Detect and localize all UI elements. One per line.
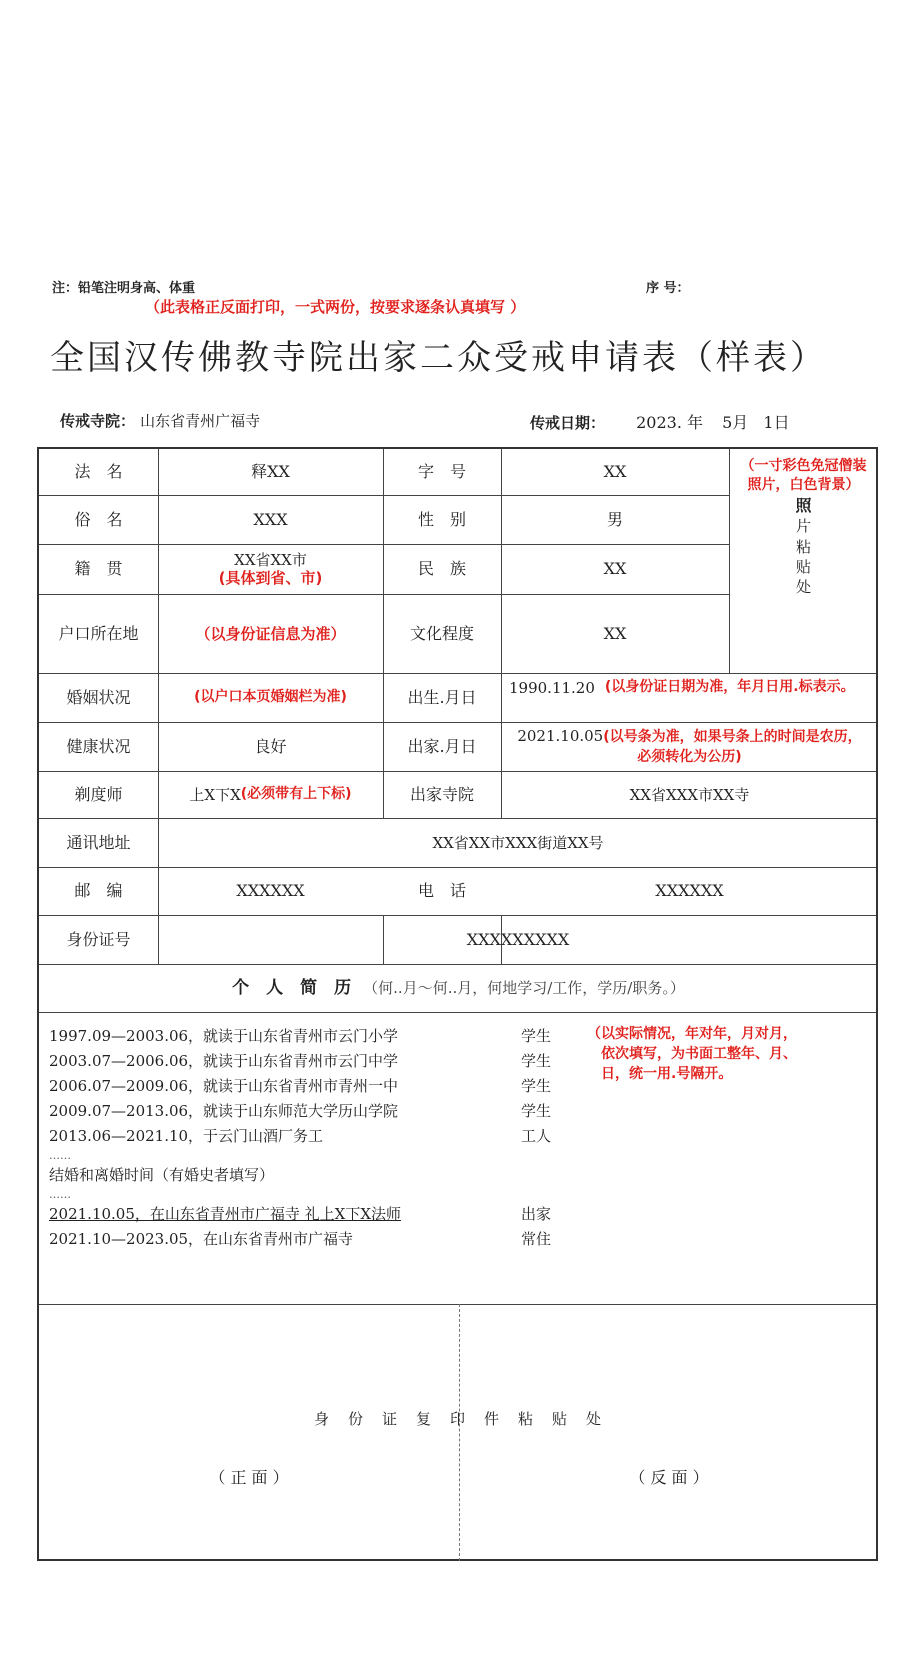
resume-heading xyxy=(39,964,878,1012)
resume-entry: 2009.07—2013.06，就读于山东师范大学历山学院 学生 xyxy=(49,1102,552,1120)
ordain-temple-label: 出家寺院 xyxy=(409,784,474,804)
id-value: XXXXXXXXX xyxy=(466,929,570,949)
photo-box xyxy=(729,449,878,673)
gender-value: 男 xyxy=(606,509,623,529)
resume-entry: 1997.09—2003.06，就读于山东省青州市云门小学 学生 xyxy=(49,1027,552,1045)
date-year: 2023. xyxy=(636,413,682,432)
id-copy-label: 身 份 证 复 印 件 粘 贴 处 xyxy=(313,1410,603,1428)
master-note: (必须带有上下标) xyxy=(240,786,352,803)
courtesy-label: 字 号 xyxy=(417,462,466,482)
address-value: XX省XX市XXX街道XX号 xyxy=(432,833,604,852)
birth-note: (以身份证日期为准，年月日用.标表示。 xyxy=(604,679,855,695)
temple-value: 山东省青州广福寺 xyxy=(140,412,261,430)
id-front-label: （ 正 面 ） xyxy=(209,1468,289,1488)
resume-entry: 2013.06—2021.10，于云门山酒厂务工 工人 xyxy=(49,1127,552,1145)
print-note: （此表格正反面打印，一式两份，按要求逐条认真填写 ） xyxy=(145,298,526,316)
master-value: 上X下X xyxy=(189,785,241,804)
native-label: 籍 贯 xyxy=(74,559,123,579)
temple-field xyxy=(60,410,260,431)
birth-label: 出生.月日 xyxy=(407,687,477,707)
temple-label: 传戒寺院： xyxy=(60,412,136,430)
date-label: 传戒日期： xyxy=(530,414,606,432)
phone-label: 电 话 xyxy=(417,881,466,901)
gender-label: 性 别 xyxy=(417,509,466,529)
photo-char-5: 处 xyxy=(795,578,811,597)
photo-char-4: 贴 xyxy=(795,557,811,576)
resume-heading-note: （何..月～何..月，何地学习/工作，学历/职务。） xyxy=(363,979,685,997)
serial-label: 序 号： xyxy=(646,281,690,296)
address-label: 通讯地址 xyxy=(66,832,131,852)
native-value: XX省XX市 xyxy=(234,551,307,569)
resume-red-note: （以实际情况，年对年，月对月， 依次填写，为书面工整年、月、 日，统一用.号隔开。 xyxy=(587,1026,797,1082)
lay-name-value: XXX xyxy=(253,509,288,529)
ellipsis: …… xyxy=(49,1149,71,1162)
lay-name-label: 俗 名 xyxy=(74,509,123,529)
id-label: 身份证号 xyxy=(66,929,131,949)
birth-cell xyxy=(501,673,878,722)
ellipsis: …… xyxy=(49,1188,71,1201)
photo-char-1: 照 xyxy=(795,495,812,515)
resume-entry: 2021.10.05，在山东省青州市广福寺 礼上X下X法师 出家 xyxy=(49,1205,552,1223)
ordain-date-label: 出家.月日 xyxy=(407,736,477,756)
hukou-note: （以身份证信息为准） xyxy=(195,624,346,643)
date-day: 1日 xyxy=(763,413,790,432)
ordain-date-note: (以号条为准，如果号条上的时间是农历，必须转化为公历) xyxy=(603,729,862,765)
date-field xyxy=(530,410,790,433)
marital-note: (以户口本页婚姻栏为准) xyxy=(194,689,347,706)
health-value: 良好 xyxy=(254,736,287,756)
photo-note: （一寸彩色免冠僧装照片，白色背景） xyxy=(740,458,867,493)
dharma-name-label: 法 名 xyxy=(74,462,123,482)
courtesy-value: XX xyxy=(603,462,627,482)
marital-label: 婚姻状况 xyxy=(66,687,131,707)
edu-value: XX xyxy=(603,623,627,643)
marriage-line: 结婚和离婚时间（有婚史者填写） xyxy=(49,1166,275,1184)
native-note: (具体到省、市) xyxy=(218,569,323,587)
resume-title: 个 人 简 历 xyxy=(232,977,352,998)
resume-entry: 2003.07—2006.06，就读于山东省青州市云门中学 学生 xyxy=(49,1052,552,1070)
ordain-temple-value: XX省XXX市XX寺 xyxy=(629,785,750,804)
native-cell xyxy=(158,544,383,594)
date-month: 5月 xyxy=(722,413,749,432)
ethnic-label: 民 族 xyxy=(417,559,466,579)
pencil-note: 注：铅笔注明身高、体重 xyxy=(52,281,196,296)
date-year-unit: 年 xyxy=(687,413,704,432)
page-title: 全国汉传佛教寺院出家二众受戒申请表（样表） xyxy=(50,338,827,378)
application-form xyxy=(37,447,878,1561)
ordain-date-cell xyxy=(501,722,878,771)
resume-entry: 2021.10—2023.05，在山东省青州市广福寺 常住 xyxy=(49,1230,552,1248)
phone-value: XXXXXX xyxy=(655,881,724,901)
postcode-label: 邮 编 xyxy=(74,881,123,901)
dharma-name-value: 释XX xyxy=(251,462,290,482)
edu-label: 文化程度 xyxy=(409,623,474,643)
resume-body xyxy=(49,1024,581,1252)
resume-entry: 2006.07—2009.06，就读于山东省青州市青州一中 学生 xyxy=(49,1077,552,1095)
master-label: 剃度师 xyxy=(74,784,123,804)
photo-char-3: 粘 xyxy=(795,537,811,556)
photo-char-2: 片 xyxy=(795,517,811,536)
hukou-label: 户口所在地 xyxy=(58,623,139,643)
ordain-date-value: 2021.10.05 xyxy=(517,727,604,745)
id-back-label: （ 反 面 ） xyxy=(629,1468,709,1488)
master-cell xyxy=(158,771,383,818)
ethnic-value: XX xyxy=(603,559,627,579)
health-label: 健康状况 xyxy=(66,736,131,756)
postcode-value: XXXXXX xyxy=(236,881,305,901)
birth-value: 1990.11.20 xyxy=(509,679,595,697)
